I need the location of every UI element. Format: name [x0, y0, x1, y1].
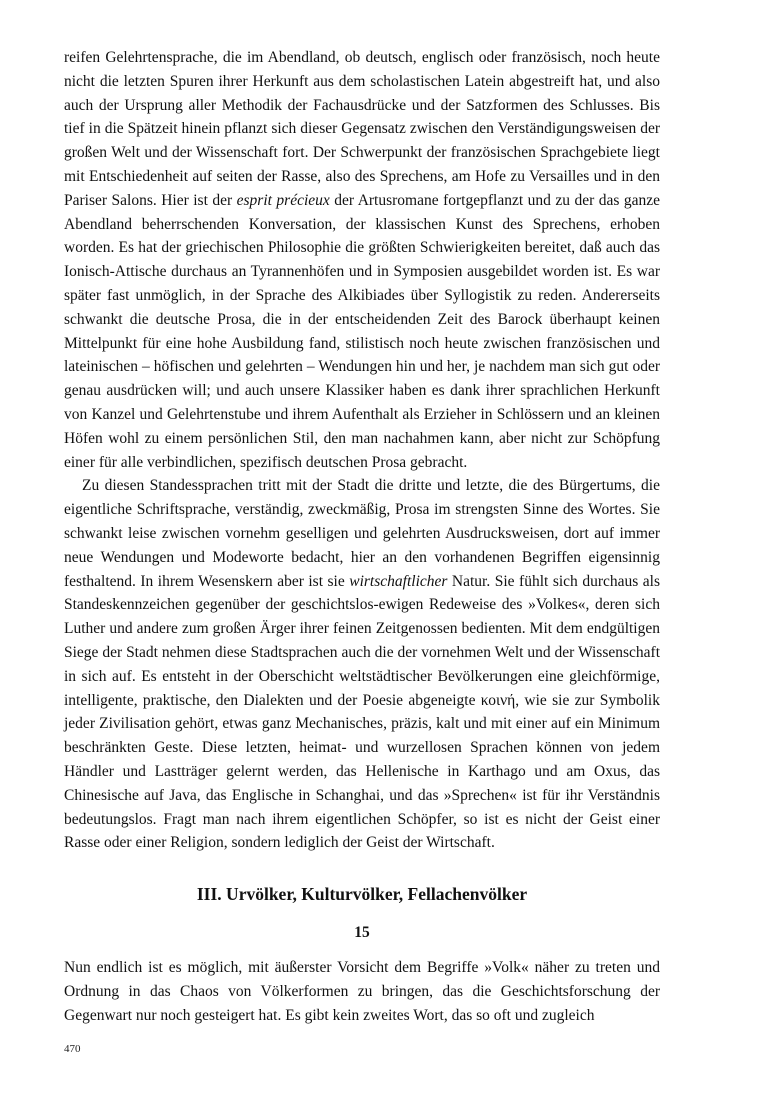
paragraph-1 [64, 46, 660, 474]
paragraph-2 [64, 474, 660, 855]
paragraph-2-italic: wirtschaftlicher [349, 572, 448, 590]
page-number: 470 [64, 1043, 81, 1055]
paragraph-3: Nun endlich ist es möglich, mit äußerster Vorsicht dem Begriffe »Volk« näher zu treten und Ordnung in das Chaos von Völkerformen zu bringen, das die Geschichtsforschung der Gegenwart nur noch gesteigert hat. Es gibt kein zweites Wort, das so oft und zugleich [64, 959, 660, 1024]
paragraph-1-text-a: reifen Gelehrtensprache, die im Abendland, ob deutsch, englisch oder französisch, noch heute nicht die letzten Spuren ihrer Herkunft aus dem scholastischen Latein abgestreift hat, und also auch der Ursprung aller Methodik der Fachausdrücke und der Satzformen des Schlusses. Bis tief in die Spätzeit hinein pflanzt sich dieser Gegensatz zwischen den Verständigungsweisen der großen Welt und der Wissenschaft fort. Der Schwerpunkt der französischen Sprachgebiete liegt mit Entschiedenheit auf seiten der Rasse, also des Sprechens, am Hofe zu Versailles und in den Pariser Salons. Hier ist der [64, 49, 660, 209]
paragraph-2-text-b: Natur. Sie fühlt sich durchaus als Standeskennzeichen gegenüber der geschichtslos-ewigen Redeweise des »Volkes«, deren sich Luther und andere zum großen Ärger ihrer feinen Zeitgenossen bedienten. Mit dem endgültigen Siege der Stadt nehmen diese Stadtsprachen auch die der vornehmen Welt und der Wissenschaft in sich auf. Es entsteht in der Oberschicht weltstädtischer Bevölkerungen eine gleichförmige, intelligente, praktische, den Dialekten und der Poesie abgeneigte κοινή, wie sie zur Symbolik jeder Zivilisation gehört, etwas ganz Mechanisches, präzis, kalt und mit einer auf ein Minimum beschränkten Geste. Diese letzten, heimat- und wurzellosen Sprachen können von jedem Händler und Lastträger gelernt werden, das Hellenische in Karthago und am Oxus, das Chinesische auf Java, das Englische in Schanghai, und das »Sprechen« ist für ihr Verständnis bedeutungslos. Fragt man nach ihrem eigentlichen Schöpfer, so ist es nicht der Geist einer Rasse oder einer Religion, sondern lediglich der Geist der Wirtschaft. [64, 572, 660, 852]
section-number: 15 [354, 924, 370, 942]
page-body [64, 46, 660, 1027]
paragraph-1-text-b: der Artusromane fortgepflanzt und zu der das ganze Abendland beherrschenden Konversation, der klassischen Kunst des Sprechens, erhoben worden. Es hat der griechischen Philosophie die größten Schwierigkeiten bereitet, daß auch das Ionisch-Attische durchaus an Tyrannenhöfen und in Symposien ausgebildet worden ist. Es war später fast unmöglich, in der Sprache des Alkibiades über Syllogistik zu reden. Andererseits schwankt die deutsche Prosa, die in der entscheidenden Zeit des Barock überhaupt keinen Mittelpunkt für eine hohe Ausbildung fand, stilistisch noch heute zwischen französischen und lateinischen – höfischen und gelehrten – Wendungen hin und her, je nachdem man sich gut oder genau ausdrücken will; und auch unsere Klassiker haben es dank ihrer sprachlichen Herkunft von Kanzel und Gelehrtenstube und ihrem Aufenthalt als Erzieher in Schlössern und an kleinen Höfen wohl zu einem persönlichen Stil, den man nachahmen kann, aber nicht zur Schöpfung einer für alle verbindlichen, spezifisch deutschen Prosa gebracht. [64, 191, 661, 471]
paragraph-1-italic: esprit précieux [236, 191, 330, 209]
section-heading: III. Urvölker, Kulturvölker, Fellachenvölker [196, 884, 528, 905]
paragraph-2-text-a: Zu diesen Standessprachen tritt mit der Stadt die dritte und letzte, die des Bürgertums, die eigentliche Schriftsprache, verständig, zweckmäßig, Prosa im strengsten Sinne des Wortes. Sie schwankt leise zwischen vornehm geselligen und gelehrten Ausdrucksweisen, dort auf immer neue Wendungen und Modeworte bedacht, hier an den vorhandenen Begriffen eigensinnig festhaltend. In ihrem Wesenskern aber ist sie [64, 477, 660, 590]
